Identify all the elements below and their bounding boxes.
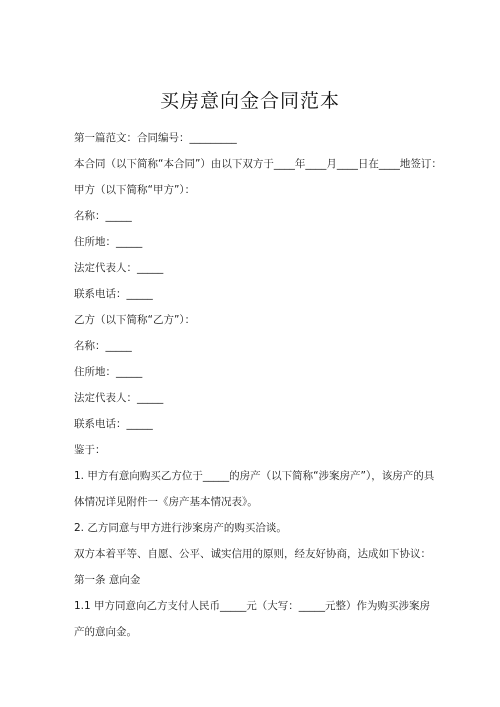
text-line-party-b-phone: 联系电话：_____	[74, 418, 153, 430]
text-line-contract-number: 第一篇范文：合同编号：_________	[74, 132, 237, 144]
text-line-party-a-name: 名称：_____	[74, 210, 132, 222]
text-line-clause-1-1a: 1.1 甲方同意向乙方支付人民币_____元（大写：_____元整）作为购买涉案房	[74, 600, 431, 612]
text-line-preamble: 本合同（以下简称“本合同”）由以下双方于____年____月____日在____地签订：	[74, 158, 442, 170]
text-line-party-a-heading: 甲方（以下简称“甲方”）：	[74, 184, 196, 196]
text-line-party-a-address: 住所地：_____	[74, 236, 143, 248]
text-line-article-1-heading: 第一条 意向金	[74, 574, 141, 586]
text-line-clause-1-1b: 产的意向金。	[74, 626, 137, 638]
text-line-party-a-representative: 法定代表人：_____	[74, 262, 164, 274]
text-line-party-b-representative: 法定代表人：_____	[74, 392, 164, 404]
text-line-recital-2: 2. 乙方同意与甲方进行涉案房产的购买洽谈。	[74, 522, 287, 534]
text-line-party-a-phone: 联系电话：_____	[74, 288, 153, 300]
text-line-agreement-intro: 双方本着平等、自愿、公平、诚实信用的原则，经友好协商，达成如下协议：	[74, 548, 431, 560]
text-line-party-b-address: 住所地：_____	[74, 366, 143, 378]
text-line-party-b-heading: 乙方（以下简称“乙方”）：	[74, 314, 196, 326]
text-line-recital-1a: 1. 甲方有意向购买乙方位于_____的房产（以下简称“涉案房产”），该房产的具	[74, 470, 435, 482]
text-line-party-b-name: 名称：_____	[74, 340, 132, 352]
text-line-recital-1b: 体情况详见附件一《房产基本情况表》。	[74, 496, 258, 508]
text-line-whereas: 鉴于：	[74, 444, 106, 456]
document-title: 买房意向金合同范本	[159, 90, 340, 112]
